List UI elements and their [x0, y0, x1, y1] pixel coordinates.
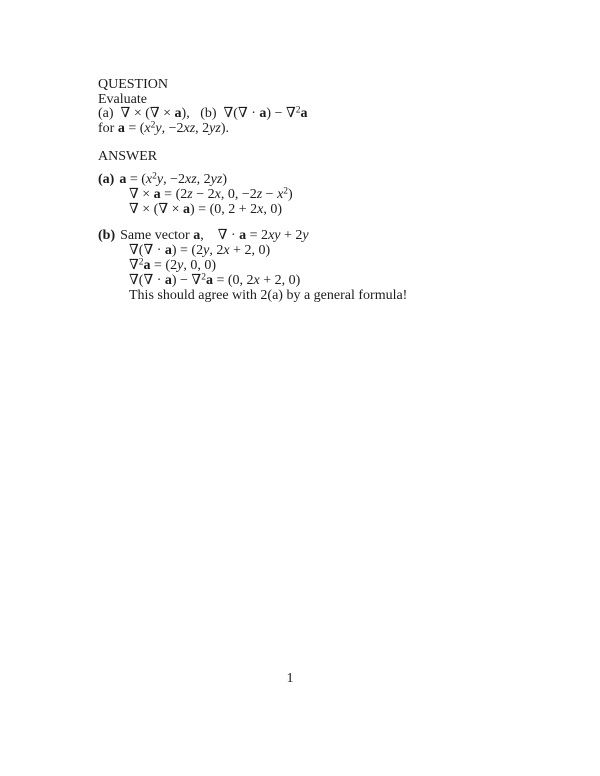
question-line-expressions: (a) ∇ × (∇ × a), (b) ∇(∇ · a) − ∇$^2$a: [98, 105, 308, 121]
answer-item-a: [98, 172, 548, 217]
page-number: 1: [286, 671, 294, 686]
answer-item-a-label: (a): [98, 171, 115, 187]
math-text: $a = (x^2y$, −2xz, 2yz): [119, 171, 227, 187]
answer-b-line-1: [98, 228, 548, 243]
answer-heading: ANSWER: [98, 149, 158, 164]
answer-b-note: This should agree with 2(a) by a general formula!: [129, 288, 408, 303]
text-block: [98, 78, 548, 303]
math-text: Same vector a, ∇ · a = 2xy + 2y: [120, 228, 309, 243]
answer-a-line-2: ∇ × a = (2z − 2x, 0, $-2z - x^2$): [129, 186, 293, 202]
question-line-vector-definition: for $a = (x^2y$, −2xz, 2yz).: [98, 120, 229, 136]
question-heading: QUESTION: [98, 77, 168, 92]
answer-a-line-3: ∇ × (∇ × a) = (0, 2 + 2x, 0): [129, 201, 283, 217]
answer-b-line-2: ∇(∇ · a) = (2y, 2x + 2, 0): [129, 243, 271, 258]
answer-item-b: [98, 228, 548, 303]
answer-a-line-1: [98, 172, 548, 187]
answer-b-line-4: ∇(∇ · a) − ∇$^2$a = (0, 2x + 2, 0): [129, 272, 301, 288]
answer-item-b-label: (b): [98, 228, 116, 243]
question-line-evaluate: Evaluate: [98, 91, 147, 107]
answer-b-line-3: ∇$^2$a = (2y, 0, 0): [129, 257, 216, 273]
